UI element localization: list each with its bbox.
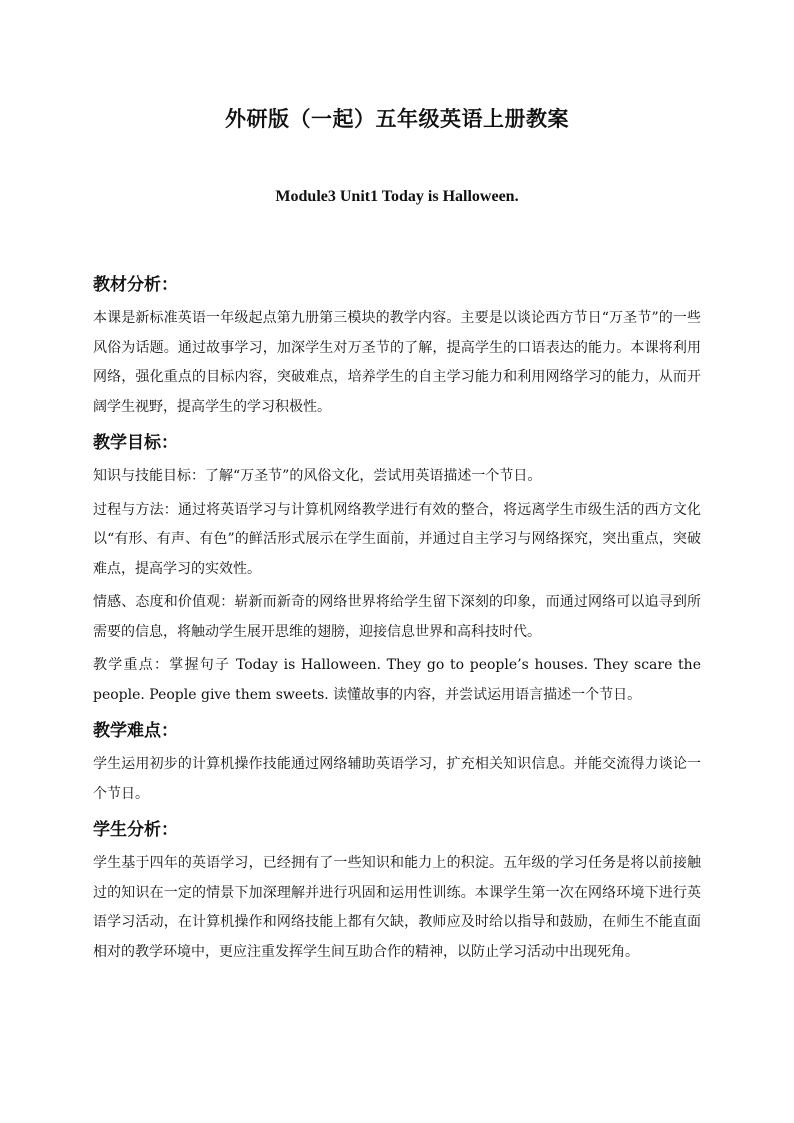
section-heading: 教学目标： (93, 433, 178, 453)
teaching-focus: 教学重点：掌握句子 Today is Halloween. They go to people’s houses. They scare the people. People give them sweets. 读懂故事的内容，并尝试运用语言描述一个节日。 (93, 657, 701, 703)
goal-process: 过程与方法：通过将英语学习与计算机网络教学进行有效的整合，将远离学生市级生活的西方文化以“有形、有声、有色”的鲜活形式展示在学生面前，并通过自主学习与网络探究，突出重点，突破难点，提高学习的实效性。 (93, 501, 701, 577)
section-teaching-goals (93, 430, 701, 710)
section-paragraph: 学生基于四年的英语学习，已经拥有了一些知识和能力上的积淀。五年级的学习任务是将以前接触过的知识在一定的情景下加深理解并进行巩固和运用性训练。本课学生第一次在网络环境下进行英语学习活动，在计算机操作和网络技能上都有欠缺，教师应及时给以指导和鼓励，在师生不能直面相对的教学环境中，更应注重发挥学生间互助合作的精神，以防止学习活动中出现死角。 (93, 855, 701, 960)
document-title: 外研版（一起）五年级英语上册教案 (225, 106, 569, 131)
document-subtitle: Module3 Unit1 Today is Halloween. (275, 188, 519, 205)
goal-knowledge: 知识与技能目标：了解“万圣节”的风俗文化，尝试用英语描述一个节日。 (93, 468, 542, 484)
section-heading: 学生分析： (93, 820, 178, 840)
goal-emotion: 情感、态度和价值观：崭新而新奇的网络世界将给学生留下深刻的印象，而通过网络可以追寻到所需要的信息，将触动学生展开思维的翅膀，迎接信息世界和高科技时代。 (93, 594, 701, 640)
section-material-analysis (93, 272, 701, 422)
section-paragraph: 学生运用初步的计算机操作技能通过网络辅助英语学习，扩充相关知识信息。并能交流得力谈论一个节日。 (93, 756, 701, 802)
section-teaching-difficulty (93, 718, 701, 809)
section-paragraph: 本课是新标准英语一年级起点第九册第三模块的教学内容。主要是以谈论西方节日“万圣节”的一些风俗为话题。通过故事学习，加深学生对万圣节的了解，提高学生的口语表达的能力。本课将利用网络，强化重点的目标内容，突破难点，培养学生的自主学习能力和利用网络学习的能力，从而开阔学生视野，提高学生的学习积极性。 (93, 310, 701, 415)
section-heading: 教材分析： (93, 275, 178, 295)
section-heading: 教学难点： (93, 721, 178, 741)
section-student-analysis (93, 817, 701, 967)
document-body (93, 272, 701, 975)
